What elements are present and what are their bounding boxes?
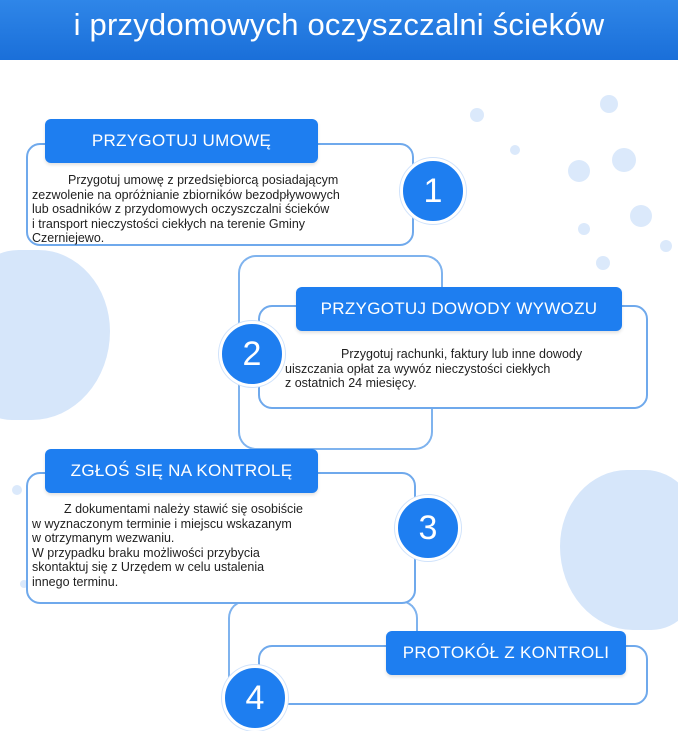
decor-dot xyxy=(660,240,672,252)
step-3-number: 3 xyxy=(395,495,461,561)
background-blob-left xyxy=(0,250,110,420)
decor-dot xyxy=(470,108,484,122)
step-1-number: 1 xyxy=(400,158,466,224)
step-2-title: PRZYGOTUJ DOWODY WYWOZU xyxy=(296,287,622,331)
decor-dot xyxy=(510,145,520,155)
step-2-number: 2 xyxy=(219,321,285,387)
step-4-number: 4 xyxy=(222,665,288,731)
decor-dot xyxy=(612,148,636,172)
header-banner xyxy=(0,0,678,60)
decor-dot xyxy=(12,485,22,495)
decor-dot xyxy=(568,160,590,182)
decor-dot xyxy=(600,95,618,113)
page-title: i przydomowych oczyszczalni ścieków xyxy=(73,7,605,42)
step-1-text: Przygotuj umowę z przedsiębiorcą posiadającym zezwolenie na opróżnianie zbiorników bezodpływowych lub osadników z przydomowych oczyszczalni ścieków i transport nieczystości ciekłych na terenie Gminy Czerniejewo. xyxy=(32,173,340,245)
step-1-title: PRZYGOTUJ UMOWĘ xyxy=(45,119,318,163)
decor-dot xyxy=(630,205,652,227)
decor-dot xyxy=(596,256,610,270)
step-4-title: PROTOKÓŁ Z KONTROLI xyxy=(386,631,626,675)
step-2-text: Przygotuj rachunki, faktury lub inne dowody uiszczania opłat za wywóz nieczystości ciekłych z ostatnich 24 miesięcy. xyxy=(285,347,583,390)
step-3-title: ZGŁOŚ SIĘ NA KONTROLĘ xyxy=(45,449,318,493)
decor-dot xyxy=(578,223,590,235)
background-blob-right xyxy=(560,470,678,630)
step-3-text: Z dokumentami należy stawić się osobiście w wyznaczonym terminie i miejscu wskazanym w otrzymanym wezwaniu. W przypadku braku możliwości przybycia skontaktuj się z Urzędem w celu ustalenia innego terminu. xyxy=(32,502,303,589)
